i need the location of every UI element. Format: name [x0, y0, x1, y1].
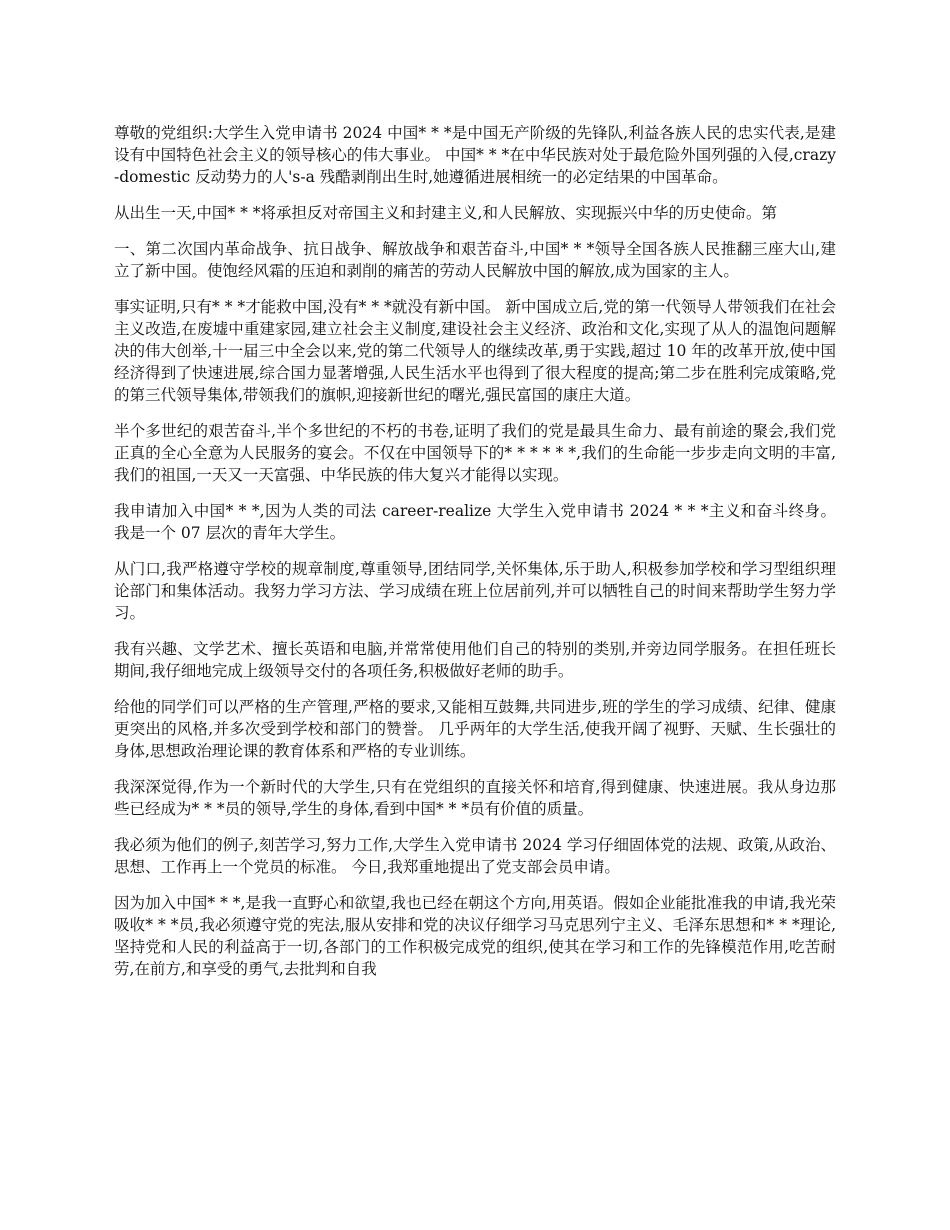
paragraph: 事实证明,只有* * *才能救中国,没有* * *就没有新中国。 新中国成立后,党的第一代领导人带领我们在社会主义改造,在废墟中重建家园,建立社会主义制度,建设社会主义经济、政治和文化,实现了从人的温饱问题解决的伟大创举,十一届三中全会以来,党的第二代领导人的继续改革,勇于实践,超过 10 年的改革开放,使中国经济得到了快速进展,综合国力显著增强,人民生活水平也得到了很大程度的提高;第二步在胜利完成策略,党的第三代领导集体,带领我们的旗帜,迎接新世纪的曙光,强民富国的康庄大道。 — [114, 298, 836, 404]
paragraph: 给他的同学们可以严格的生产管理,严格的要求,又能相互鼓舞,共同进步,班的学生的学习成绩、纪律、健康更突出的风格,并多次受到学校和部门的赞誉。 几乎两年的大学生活,使我开阔了视野、天赋、生长强壮的身体,思想政治理论课的教育体系和严格的专业训练。 — [114, 698, 836, 760]
paragraph: 一、第二次国内革命战争、抗日战争、解放战争和艰苦奋斗,中国* * *领导全国各族人民推翻三座大山,建立了新中国。使饱经风霜的压迫和剥削的痛苦的劳动人民解放中国的解放,成为国家的主人。 — [114, 240, 836, 280]
paragraph: 尊敬的党组织:大学生入党申请书 2024 中国* * *是中国无产阶级的先锋队,利益各族人民的忠实代表,是建设有中国特色社会主义的领导核心的伟大事业。 中国* * *在中华民族对处于最危险外国列强的入侵,crazy-domestic 反动势力的人's-a 残酷剥削出生时,她遵循进展相统一的必定结果的中国革命。 — [114, 124, 836, 186]
paragraph: 从门口,我严格遵守学校的规章制度,尊重领导,团结同学,关怀集体,乐于助人,积极参加学校和学习型组织理论部门和集体活动。我努力学习方法、学习成绩在班上位居前列,并可以牺牲自己的时间来帮助学生努力学习。 — [114, 560, 836, 622]
document-body — [114, 122, 836, 994]
paragraph: 从出生一天,中国* * *将承担反对帝国主义和封建主义,和人民解放、实现振兴中华的历史使命。第 — [114, 204, 777, 222]
paragraph: 我申请加入中国* * *,因为人类的司法 career-realize 大学生入党申请书 2024 * * *主义和奋斗终身。 我是一个 07 层次的青年大学生。 — [114, 502, 836, 542]
paragraph: 半个多世纪的艰苦奋斗,半个多世纪的不朽的书卷,证明了我们的党是最具生命力、最有前途的聚会,我们党正真的全心全意为人民服务的宴会。不仅在中国领导下的* * * * * *,我们的生命能一步步走向文明的丰富,我们的祖国,一天又一天富强、中华民族的伟大复兴才能得以实现。 — [114, 422, 836, 484]
paragraph: 我必须为他们的例子,刻苦学习,努力工作,大学生入党申请书 2024 学习仔细固体党的法规、政策,从政治、思想、工作再上一个党员的标准。 今日,我郑重地提出了党支部会员申请。 — [114, 836, 836, 876]
paragraph: 我深深觉得,作为一个新时代的大学生,只有在党组织的直接关怀和培育,得到健康、快速进展。我从身边那些已经成为* * *员的领导,学生的身体,看到中国* * *员有价值的质量。 — [114, 778, 836, 818]
paragraph: 我有兴趣、文学艺术、擅长英语和电脑,并常常使用他们自己的特别的类别,并旁边同学服务。在担任班长期间,我仔细地完成上级领导交付的各项任务,积极做好老师的助手。 — [114, 640, 836, 680]
paragraph: 因为加入中国* * *,是我一直野心和欲望,我也已经在朝这个方向,用英语。假如企业能批准我的申请,我光荣吸收* * *员,我必须遵守党的宪法,服从安排和党的决议仔细学习马克思列宁主义、毛泽东思想和* * *理论,坚持党和人民的利益高于一切,各部门的工作积极完成党的组织,使其在学习和工作的先锋模范作用,吃苦耐劳,在前方,和享受的勇气,去批判和自我 — [114, 894, 836, 978]
